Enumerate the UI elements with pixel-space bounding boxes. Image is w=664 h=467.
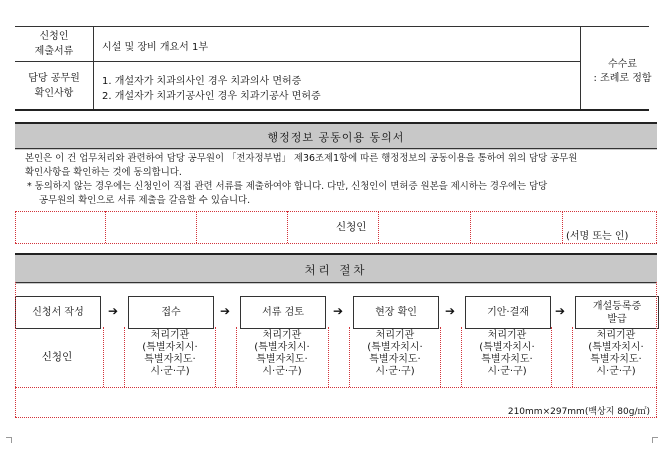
signature-label: (서명 또는 인) bbox=[566, 231, 629, 242]
consent-line-2: 확인사항을 확인하는 것에 동의합니다. bbox=[25, 167, 182, 178]
applicant-label: 신청인 bbox=[336, 221, 367, 233]
handler-agency: 처리기관 (특별자치시· 특별자치도· 시·군·구) bbox=[588, 330, 644, 377]
step-issue-certificate: 개설등록증 발급 bbox=[575, 296, 659, 329]
step-doc-review: 서류 검토 bbox=[240, 296, 326, 329]
officer-check-item-1: 1. 개설자가 치과의사인 경우 치과의사 면허증 bbox=[102, 76, 302, 87]
arrow-right-icon: ➔ bbox=[108, 304, 119, 318]
fee-value: : 조례로 정함 bbox=[593, 73, 652, 84]
officer-check-item-2: 2. 개설자가 치과기공사인 경우 치과기공사 면허증 bbox=[102, 91, 321, 102]
handler-applicant: 신청인 bbox=[41, 351, 73, 363]
step-approval: 기안·결재 bbox=[465, 296, 551, 329]
consent-note-line-1: * 동의하지 않는 경우에는 신청인이 직접 관련 서류를 제출하여야 합니다. 다만, 신청인이 면허증 원본을 제시하는 경우에는 담당 bbox=[27, 181, 548, 192]
handler-agency: 처리기관 (특별자치시· 특별자치도· 시·군·구) bbox=[479, 330, 535, 377]
consent-title: 행정정보 공동이용 동의서 bbox=[15, 122, 657, 150]
handler-agency: 처리기관 (특별자치시· 특별자치도· 시·군·구) bbox=[142, 330, 198, 377]
step-receipt: 접수 bbox=[128, 296, 214, 329]
fee-label: 수수료 bbox=[608, 59, 637, 70]
consent-note-line-2: 공무원의 확인으로 서류 제출을 갈음할 수 있습니다. bbox=[39, 195, 251, 206]
officer-check-label: 담당 공무원 확인사항 bbox=[28, 72, 80, 99]
submit-docs-value: 시설 및 장비 개요서 1부 bbox=[102, 42, 209, 53]
consent-line-1: 본인은 이 건 업무처리와 관련하여 담당 공무원이 「전자정부법」 제36조제1항에 따른 행정정보의 공동이용을 통하여 위의 담당 공무원 bbox=[25, 153, 578, 164]
submit-docs-label: 신청인 제출서류 bbox=[34, 31, 74, 57]
arrow-right-icon: ➔ bbox=[333, 304, 344, 318]
paper-size-note: 210mm×297mm(백상지 80g/㎡) bbox=[507, 407, 650, 417]
arrow-right-icon: ➔ bbox=[220, 304, 231, 318]
handler-agency: 처리기관 (특별자치시· 특별자치도· 시·군·구) bbox=[367, 330, 423, 377]
step-site-check: 현장 확인 bbox=[353, 296, 439, 329]
step-apply: 신청서 작성 bbox=[15, 296, 101, 329]
process-title: 처리 절차 bbox=[15, 253, 657, 284]
handler-agency: 처리기관 (특별자치시· 특별자치도· 시·군·구) bbox=[254, 330, 310, 377]
arrow-right-icon: ➔ bbox=[555, 304, 566, 318]
arrow-right-icon: ➔ bbox=[445, 304, 456, 318]
